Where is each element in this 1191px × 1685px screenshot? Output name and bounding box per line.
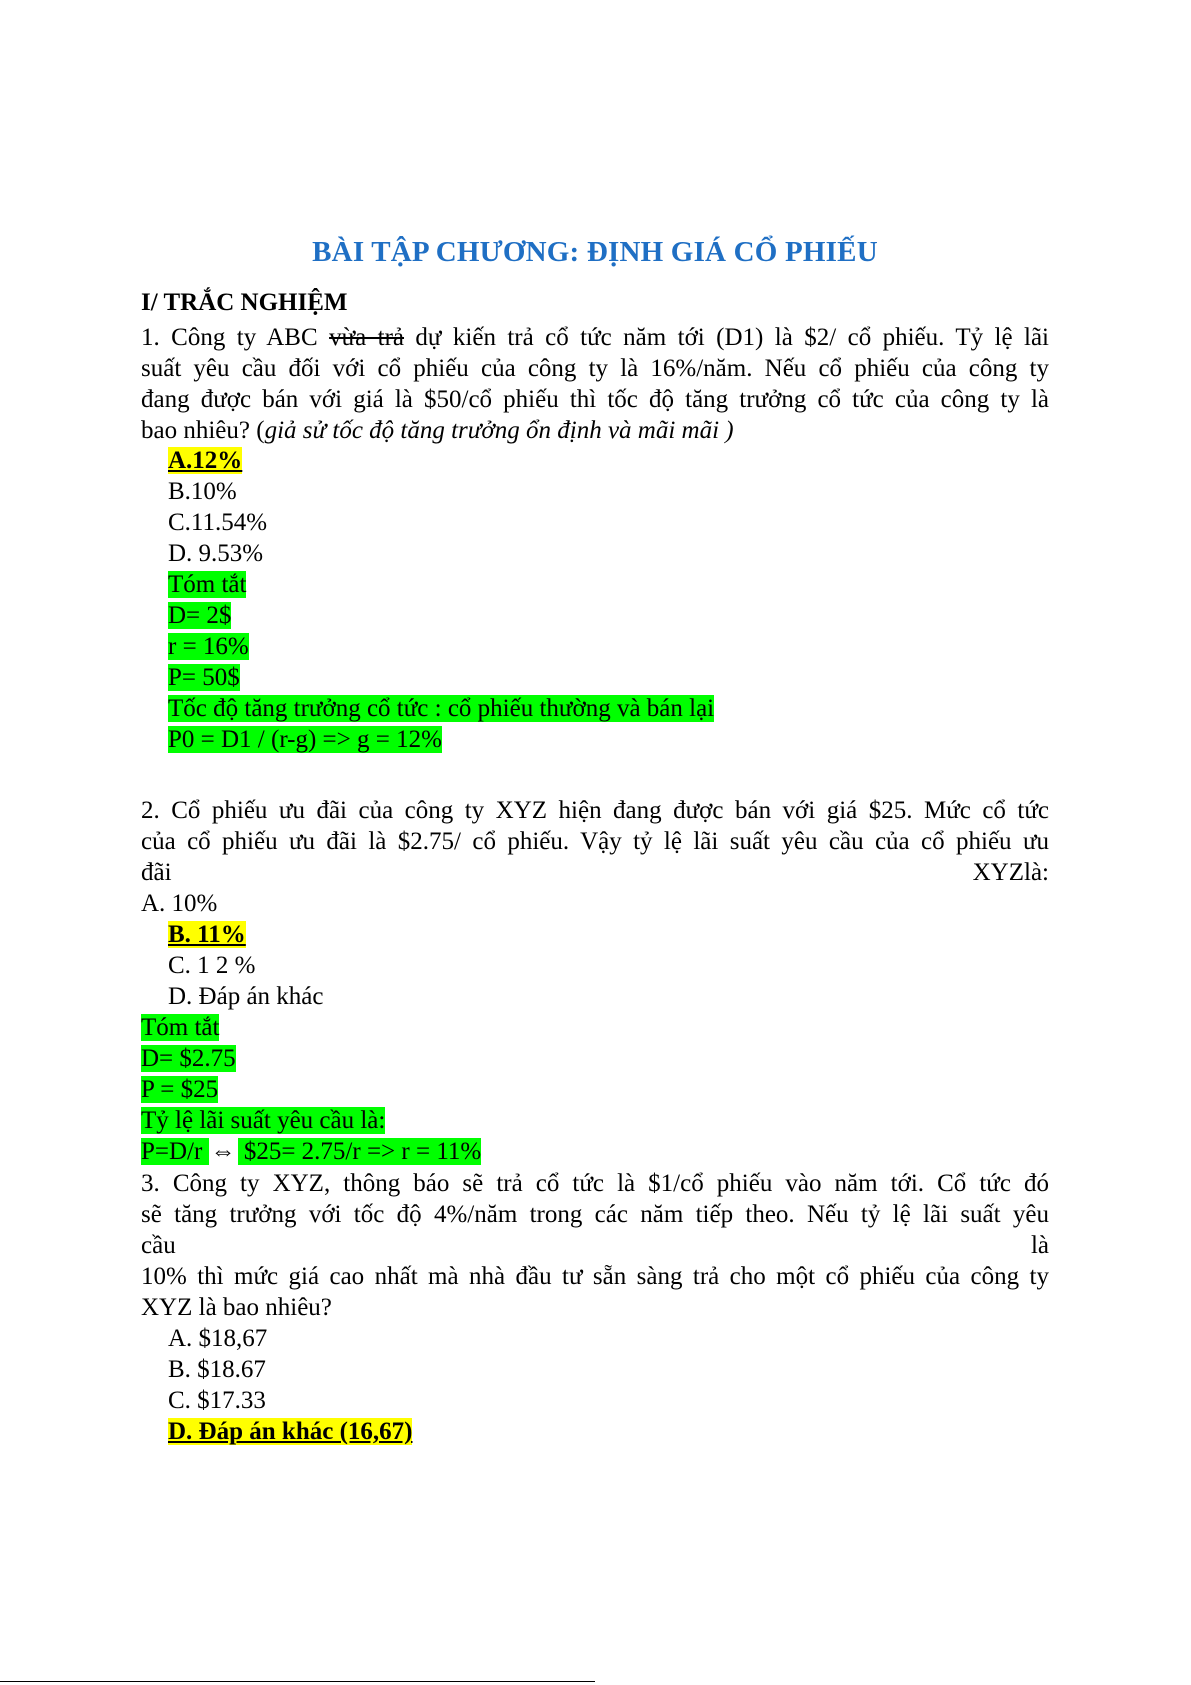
bottom-divider: [0, 1681, 595, 1682]
q1-summary-3: P= 50$: [168, 664, 240, 691]
q2-option-d: D. Đáp án khác: [168, 983, 324, 1010]
q2-line-3: đãi XYZlà:: [141, 859, 1049, 886]
q2-line-2: của cổ phiếu ưu đãi là $2.75/ cổ phiếu. Vậy tỷ lệ lãi suất yêu cầu của cổ phiếu ưu: [141, 828, 1049, 855]
q2-formula-b: $25= 2.75/r => r = 11%: [237, 1138, 482, 1165]
q1-summary-formula: [168, 724, 442, 755]
q1-summary-p: [168, 662, 240, 693]
q1-option-c: C.11.54%: [168, 509, 268, 536]
q2-summary-1: D= $2.75: [141, 1045, 236, 1072]
q1-summary-title: [168, 569, 246, 600]
q2-summary-formula: [141, 1136, 481, 1167]
q2-summary-0: Tóm tắt: [141, 1014, 220, 1041]
q2-option-a: A. 10%: [141, 890, 218, 917]
q2-summary-d: [141, 1043, 236, 1074]
q1-line1-rest: dự kiến trả cổ tức năm tới (D1) là $2/ cổ phiếu. Tỷ lệ lãi: [404, 324, 1050, 351]
q2-summary-p: [141, 1074, 218, 1105]
q1-line-1: [141, 322, 1049, 354]
q2-summary-title: [141, 1012, 219, 1043]
q1-option-b: B.10%: [168, 478, 237, 505]
q3-option-a: A. $18,67: [168, 1325, 268, 1352]
equivalence-arrow-icon: ⇔: [210, 1138, 236, 1165]
q3-line-5: XYZ là bao nhiêu?: [141, 1294, 332, 1321]
q2-answer-b: B. 11%: [168, 921, 246, 948]
q1-prefix: 1. Công ty ABC: [141, 324, 330, 351]
q1-option-d: D. 9.53%: [168, 540, 264, 567]
q1-summary-1: D= 2$: [168, 602, 232, 629]
section-heading: I/ TRẮC NGHIỆM: [141, 289, 348, 316]
q1-line-3: đang được bán với giá là $50/cổ phiếu thì tốc độ tăng trưởng cổ tức của công ty là: [141, 386, 1049, 413]
document-title: BÀI TẬP CHƯƠNG: ĐỊNH GIÁ CỔ PHIẾU: [312, 236, 878, 268]
q1-option-a: [168, 445, 242, 476]
q2-option-c: C. 1 2 %: [168, 952, 256, 979]
q2-line-1: 2. Cổ phiếu ưu đãi của công ty XYZ hiện đang được bán với giá $25. Mức cổ tức: [141, 797, 1049, 824]
q3-option-d: [168, 1416, 412, 1447]
q1-summary-4: Tốc độ tăng trưởng cổ tức : cổ phiếu thường và bán lại: [168, 695, 715, 722]
q1-answer-a: A.12%: [168, 447, 243, 474]
q1-line-2: suất yêu cầu đối với cổ phiếu của công ty là 16%/năm. Nếu cổ phiếu của công ty: [141, 355, 1049, 382]
q3-option-c: C. $17.33: [168, 1387, 266, 1414]
q3-answer-d: D. Đáp án khác (16,67): [168, 1418, 413, 1445]
q3-line-2: sẽ tăng trưởng với tốc độ 4%/năm trong các năm tiếp theo. Nếu tỷ lệ lãi suất yêu: [141, 1201, 1049, 1228]
q2-option-b: [168, 919, 246, 950]
q3-line-4: 10% thì mức giá cao nhất mà nhà đầu tư sẵn sàng trả cho một cổ phiếu của công ty: [141, 1263, 1049, 1290]
q1-summary-2: r = 16%: [168, 633, 249, 660]
q1-line-4: [141, 415, 734, 446]
q1-line4-text: bao nhiêu? (: [141, 417, 265, 444]
q2-summary-rate: [141, 1105, 385, 1136]
q1-struck-text: vừa trả: [329, 324, 405, 351]
q2-formula-a: P=D/r: [141, 1138, 209, 1165]
q1-summary-0: Tóm tắt: [168, 571, 247, 598]
q3-line-1: 3. Công ty XYZ, thông báo sẽ trả cổ tức là $1/cổ phiếu vào năm tới. Cổ tức đó: [141, 1170, 1049, 1197]
q1-summary-growth: [168, 693, 714, 724]
q3-line-3: cầu là: [141, 1232, 1049, 1259]
q1-summary-d: [168, 600, 231, 631]
q2-summary-3: Tỷ lệ lãi suất yêu cầu là:: [141, 1107, 386, 1134]
q1-summary-r: [168, 631, 249, 662]
q2-summary-2: P = $25: [141, 1076, 219, 1103]
q1-assumption: giả sử tốc độ tăng trưởng ổn định và mãi mãi ): [264, 417, 734, 444]
q3-option-b: B. $18.67: [168, 1356, 266, 1383]
q1-summary-5: P0 = D1 / (r-g) => g = 12%: [168, 726, 442, 753]
